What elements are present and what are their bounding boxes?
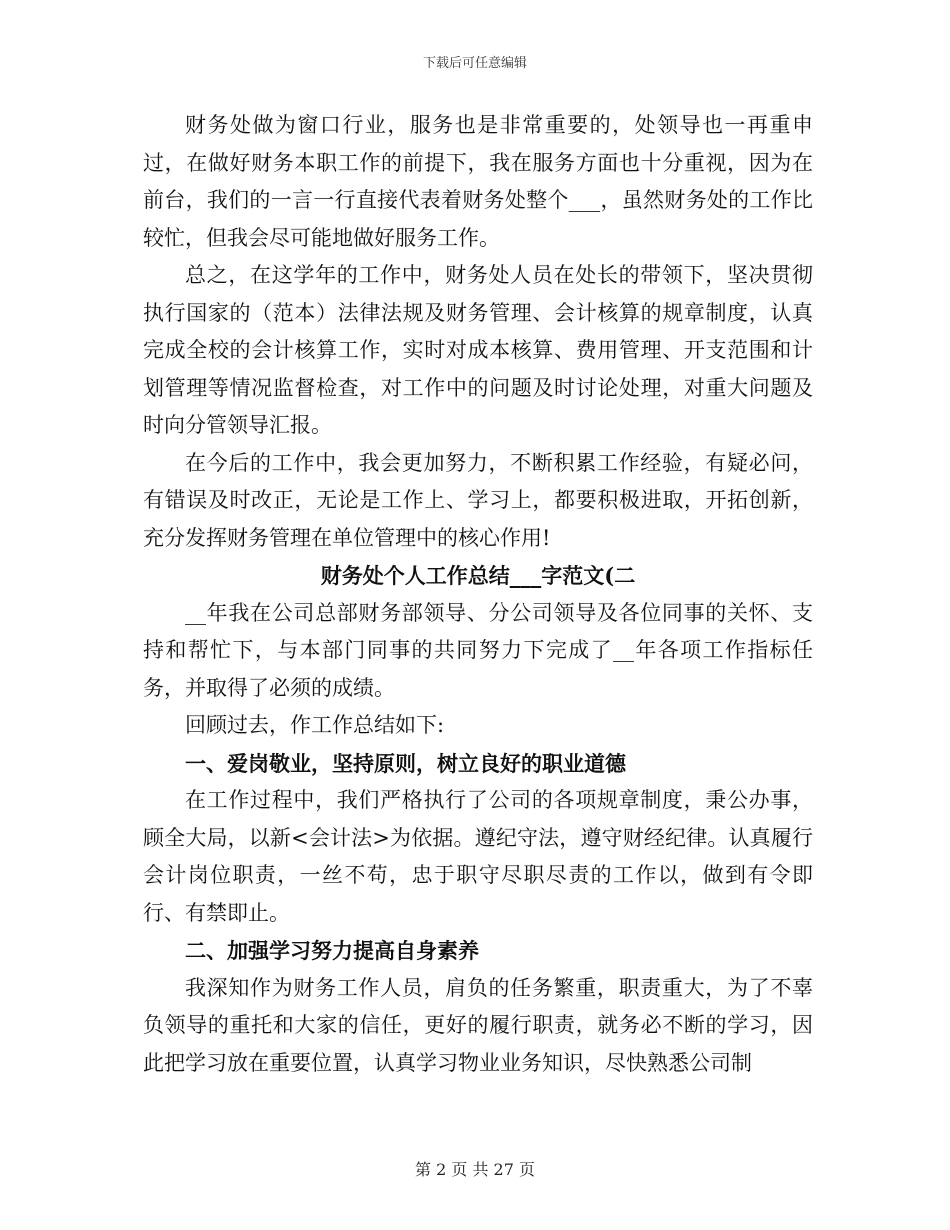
section-title: 财务处个人工作总结___字范文(二	[320, 563, 636, 588]
paragraph-intro: __年我在公司总部财务部领导、分公司领导及各位同事的关怀、支持和帮忙下，与本部门同事的共同努力下完成了__年各项工作指标任务，并取得了必须的成绩。	[143, 600, 813, 700]
paragraph-review: 回顾过去，作工作总结如下:	[185, 713, 445, 737]
page-number: 第 2 页 共 27 页	[415, 1160, 535, 1179]
paragraph-ethics: 在工作过程中，我们严格执行了公司的各项规章制度，秉公办事，顾全大局，以新<会计法>为依据。遵纪守法，遵守财经纪律。认真履行会计岗位职责，一丝不苟，忠于职守尽职尽责的工作以，做到有令即行、有禁即止。	[143, 788, 813, 925]
page-header-note: 下载后可任意编辑	[422, 56, 527, 71]
heading-study: 二、加强学习努力提高自身素养	[185, 938, 479, 963]
document-body	[143, 107, 813, 1082]
paragraph-future: 在今后的工作中，我会更加努力，不断积累工作经验，有疑必问，有错误及时改正，无论是工作上、学习上，都要积极进取，开拓创新，充分发挥财务管理在单位管理中的核心作用!	[143, 450, 813, 550]
paragraph-study: 我深知作为财务工作人员，肩负的任务繁重，职责重大，为了不辜负领导的重托和大家的信任，更好的履行职责，就务必不断的学习，因此把学习放在重要位置，认真学习物业业务知识，尽快熟悉公司制	[143, 975, 813, 1075]
heading-ethics: 一、爱岗敬业，坚持原则，树立良好的职业道德	[185, 750, 626, 776]
paragraph-service: 财务处做为窗口行业，服务也是非常重要的，处领导也一再重申过，在做好财务本职工作的前提下，我在服务方面也十分重视，因为在前台，我们的一言一行直接代表着财务处整个___，虽然财务处的工作比较忙，但我会尽可能地做好服务工作。	[143, 113, 813, 250]
paragraph-summary: 总之，在这学年的工作中，财务处人员在处长的带领下，坚决贯彻执行国家的（范本）法律法规及财务管理、会计核算的规章制度，认真完成全校的会计核算工作，实时对成本核算、费用管理、开支范围和计划管理等情况监督检查，对工作中的问题及时讨论处理，对重大问题及时向分管领导汇报。	[143, 263, 813, 437]
